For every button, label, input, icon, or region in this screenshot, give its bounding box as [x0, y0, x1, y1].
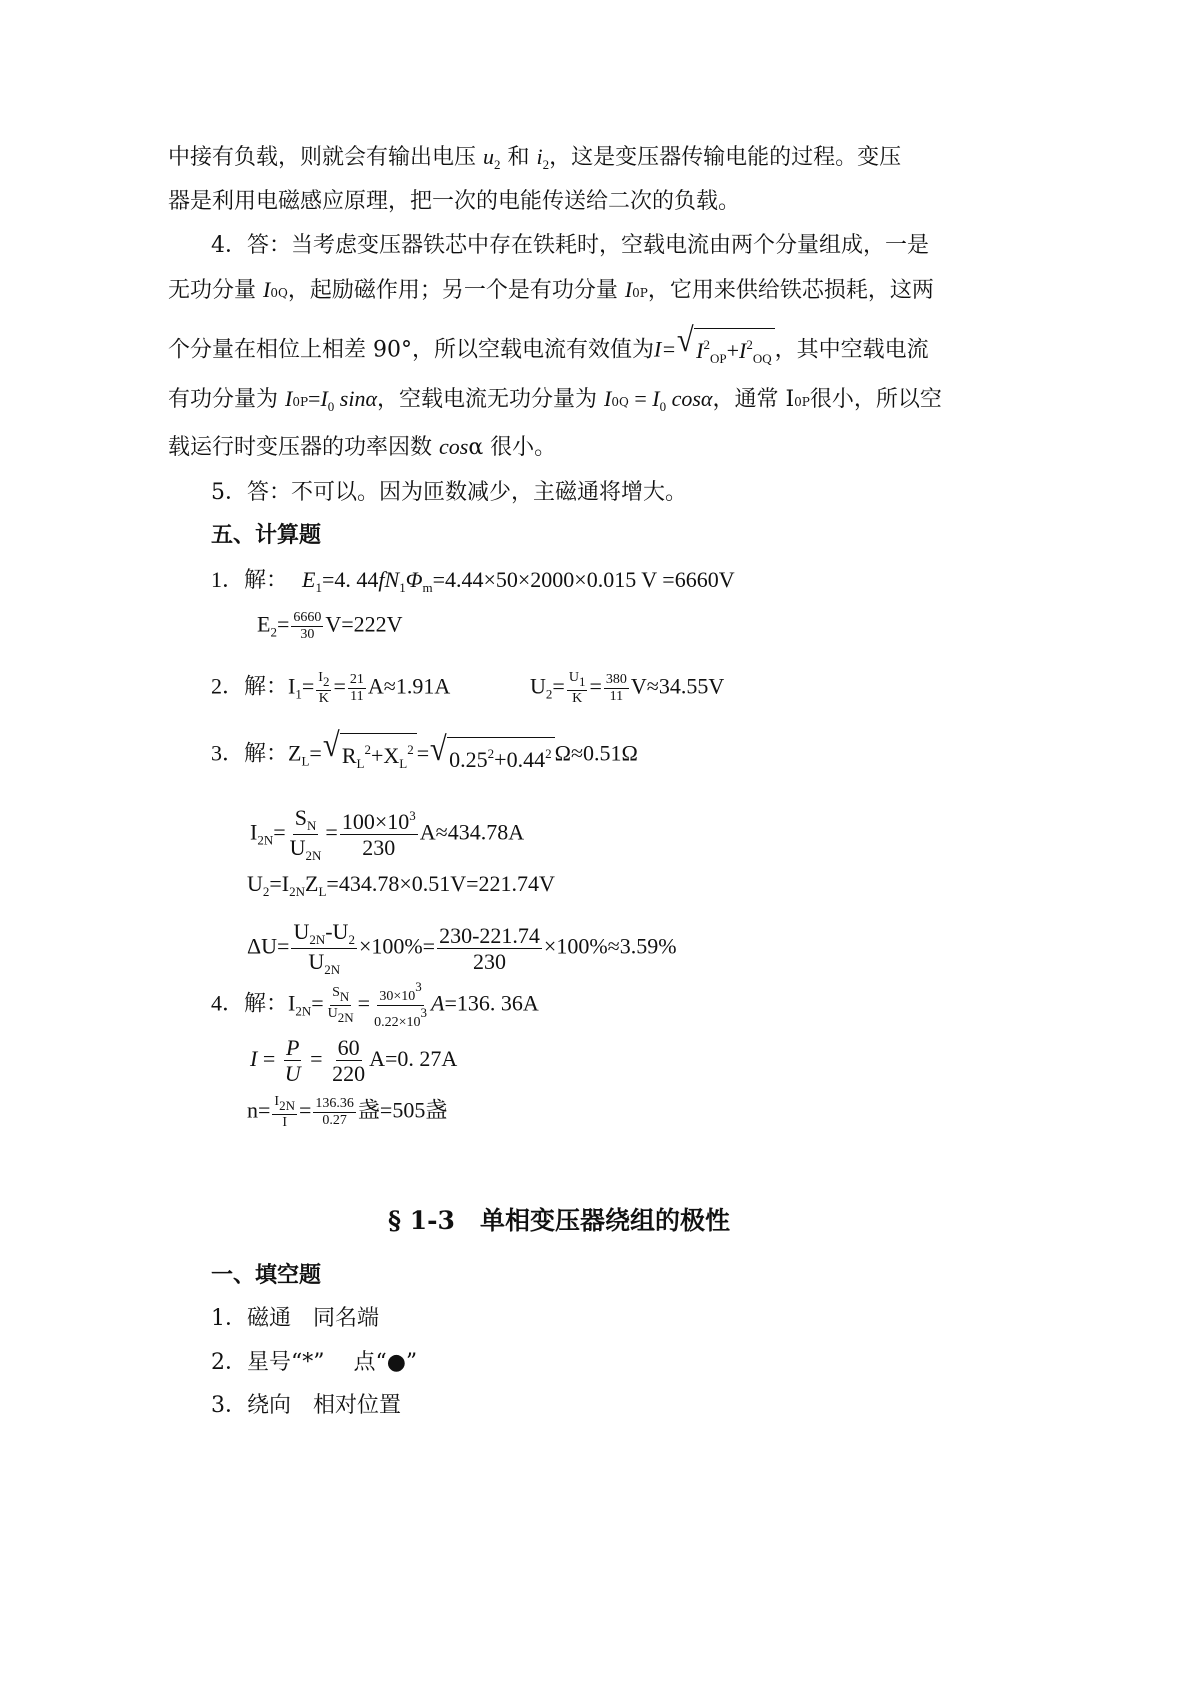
calc-4-line-1: 4．解：$I_{2N}=$ $\frac{SN}{U2N}$ = $\frac{30\times 103}{0.22\times 103}$ A=136. 36A: [211, 979, 539, 1031]
paragraph-4-line-5: 载运行时变压器的功率因数 cosα 很小。: [168, 434, 557, 460]
paragraph-3-line-2: 器是利用电磁感应原理，把一次的电能传送给二次的负载。: [168, 189, 741, 214]
heading-fill-in: 一、填空题: [211, 1263, 322, 1288]
calc-3-line-3: $U_2=I_{2N}Z_L=434.78\times 0.51V=221.74V$: [247, 871, 555, 899]
calc-3-line-1: 3．解：$Z_L=$ √ $R_L^2+X_L^2$ = √ $0.25^2+0.44^2$ Ω≈0.51Ω: [211, 733, 638, 778]
paragraph-4-line-3: 个分量在相位上相差 90°，所以空载电流有效值为I= √ $I^2_{OP}+I^2_{OQ}$ ，其中空载电流: [168, 328, 929, 373]
calc-4-line-2: I = $\frac{P}{U}$ = $\frac{60}{220}$ A=0. 27A: [250, 1035, 458, 1087]
paragraph-3-line-1: 中接有负载，则就会有输出电压 $u_2$ 和 $i_2$，这是变压器传输电能的过程。变压: [168, 144, 902, 172]
fill-item-1: 1．磁通 同名端: [211, 1306, 379, 1331]
section-title: § 1-3 单相变压器绕组的极性: [388, 1206, 730, 1235]
paragraph-4-line-1: 4．答：当考虑变压器铁芯中存在铁耗时，空载电流由两个分量组成，一是: [211, 233, 929, 258]
calc-3-line-4: ΔU= $\frac{U_{2N}-U_2}{U_{2N}}$ ×100%= $\frac{230-221.74}{230}$ ×100%≈3.59%: [247, 919, 677, 977]
heading-calculation: 五、计算题: [211, 523, 322, 548]
fill-item-2: 2．星号“*” 点“●”: [211, 1350, 418, 1375]
calc-1-line-1: 1．解： $E_1=4$. $44fN_1\Phi_m=4.44\times 50\times 2000\times 0.015$ V =6660V: [211, 567, 735, 595]
paragraph-4-line-2: 无功分量 I0Q，起励磁作用；另一个是有功分量 I0P，它用来供给铁芯损耗，这两: [168, 277, 934, 303]
calc-4-line-3: n= $\frac{I2N}{I}$ = $\frac{136.36}{0.27}$ 盏=505盏: [247, 1094, 448, 1130]
paragraph-5: 5．答：不可以。因为匝数减少，主磁通将增大。: [211, 480, 687, 505]
calc-1-line-2: $E_2=$ $\frac{6660}{30}$ V=222V: [257, 610, 403, 643]
calc-3-line-2: $I_{2N}=$ $\frac{S_N}{U_{2N}}$ = $\frac{100\times 10^3}{230}$ A≈434.78A: [250, 805, 525, 863]
calc-2: 2．解：$I_1=$ $\frac{I2}{K}$ = $\frac{21}{11}$ A≈1.91A $U_2=$ $\frac{U1}{K}$ = $\frac{380}{11}$ V≈34.55V: [211, 670, 725, 706]
fill-item-3: 3．绕向 相对位置: [211, 1393, 401, 1418]
paragraph-4-line-4: 有功分量为 $I0P=I_0$ sinα，空载电流无功分量为 $I0Q = I_0$ cosα，通常 I0P很小，所以空: [168, 386, 942, 414]
sqrt-formula: √ $I^2_{OP}+I^2_{OQ}$: [676, 328, 774, 373]
